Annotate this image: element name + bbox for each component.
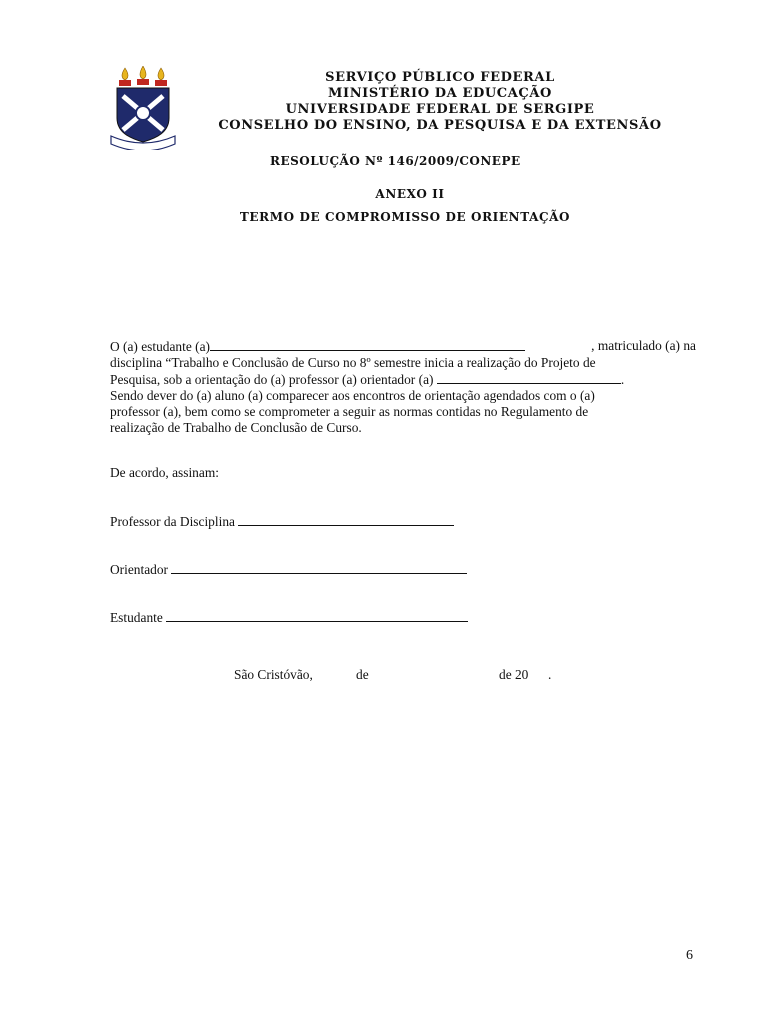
date-de-2: de 20 bbox=[499, 667, 529, 682]
student-signature-blank[interactable] bbox=[166, 609, 468, 622]
torch-flames-icon bbox=[119, 66, 167, 86]
paragraph-line-5: professor (a), bem como se comprometer a seguir as normas contidas no Regulamento de bbox=[110, 404, 589, 419]
paragraph-line-2: disciplina “Trabalho e Conclusão de Curso no 8º semestre inicia a realização do Projeto de bbox=[110, 355, 596, 370]
annex-title: ANEXO II bbox=[375, 187, 445, 201]
professor-label: Professor da Disciplina bbox=[110, 514, 235, 529]
commitment-paragraph bbox=[110, 338, 696, 436]
resolution-number: RESOLUÇÃO Nº 146/2009/CONEPE bbox=[270, 154, 521, 168]
professor-signature-blank[interactable] bbox=[238, 513, 454, 526]
university-seal-logo bbox=[107, 66, 179, 150]
advisor-label: Orientador bbox=[110, 562, 169, 577]
seal-emblem-icon bbox=[107, 66, 179, 150]
agreement-text: De acordo, assinam: bbox=[110, 465, 219, 480]
date-city: São Cristóvão, bbox=[234, 667, 313, 682]
document-title: TERMO DE COMPROMISSO DE ORIENTAÇÃO bbox=[239, 210, 571, 224]
student-signature-line bbox=[110, 609, 468, 626]
paragraph-line-6: realização de Trabalho de Conclusão de Curso. bbox=[110, 420, 362, 435]
header-council: CONSELHO DO ENSINO, DA PESQUISA E DA EXTENSÃO bbox=[218, 118, 662, 133]
advisor-signature-blank[interactable] bbox=[171, 561, 467, 574]
header-service: SERVIÇO PÚBLICO FEDERAL bbox=[325, 70, 555, 85]
header-university: UNIVERSIDADE FEDERAL DE SERGIPE bbox=[285, 102, 595, 117]
date-end: . bbox=[548, 667, 552, 682]
date-de-1: de bbox=[356, 667, 369, 682]
header-ministry: MINISTÉRIO DA EDUCAÇÃO bbox=[328, 86, 552, 101]
paragraph-line-4: Sendo dever do (a) aluno (a) comparecer aos encontros de orientação agendados com o (a) bbox=[110, 388, 595, 403]
student-name-blank[interactable] bbox=[210, 338, 525, 351]
page-number: 6 bbox=[686, 948, 693, 963]
paragraph-line-1: O (a) estudante (a) , matriculado (a) na bbox=[110, 338, 696, 354]
advisor-name-blank[interactable] bbox=[437, 371, 621, 384]
advisor-signature-line bbox=[110, 561, 467, 578]
paragraph-line-3: Pesquisa, sob a orientação do (a) professor (a) orientador (a) . bbox=[110, 372, 625, 387]
student-label: Estudante bbox=[110, 610, 163, 625]
professor-signature-line bbox=[110, 513, 454, 530]
